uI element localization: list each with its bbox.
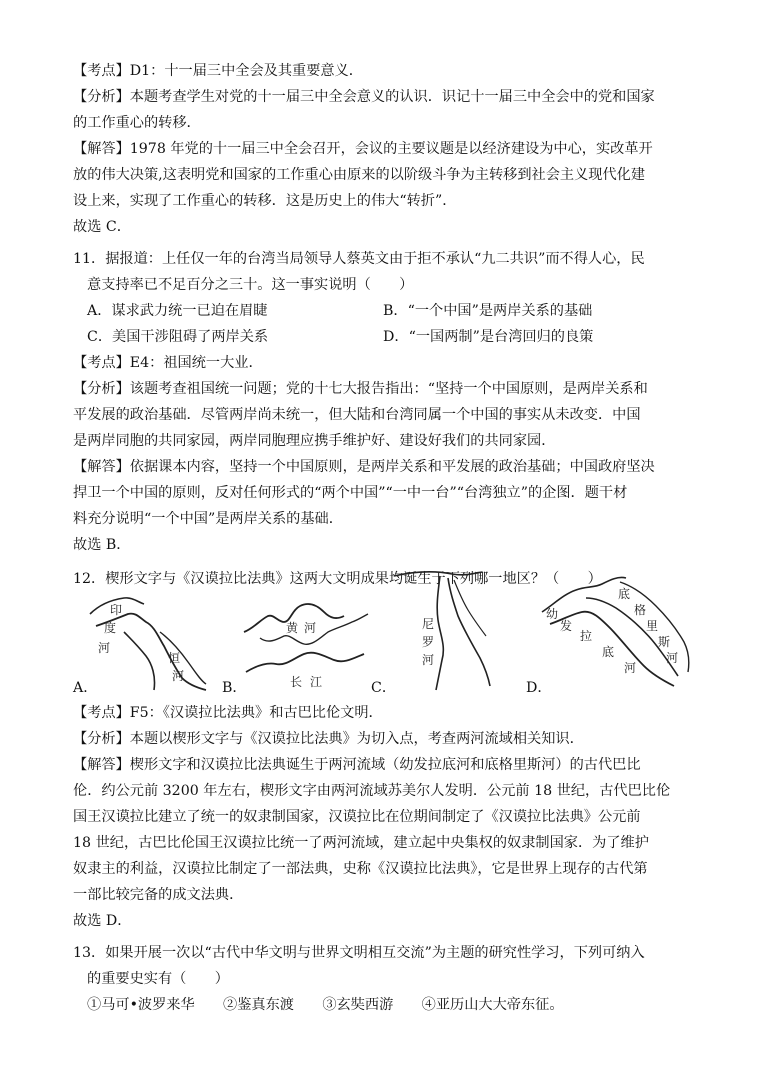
map-b-yellow-yangtze [240, 592, 370, 692]
map-b-river2-char1: 长 [290, 675, 303, 689]
q12-jieda-line5: 奴隶主的利益，汉谟拉比制定了一部法典，史称《汉谟拉比法典》，它是世界上现存的古代第 [73, 861, 648, 877]
map-c-river1-char1: 尼 [422, 617, 435, 631]
map-d-river2-char1: 底 [618, 587, 631, 601]
q11-jieda-line2: 捍卫一个中国的原则，反对任何形式的“两个中国”“一中一台”“台湾独立”的企图．题干材 [73, 485, 628, 501]
q12-jieda-line6: 一部比较完备的成文法典． [73, 887, 244, 903]
q11-fenxi-line3: 是两岸同胞的共同家园，两岸同胞理应携手维护好、建设好我们的共同家园． [73, 433, 556, 449]
map-d-river2-char5: 河 [666, 651, 679, 665]
q11-option-a: A．谋求武力统一已迫在眉睫 [87, 303, 268, 319]
q13-items: ①马可•波罗来华 ②鉴真东渡 ③玄奘西游 ④亚历山大大帝东征。 [87, 997, 564, 1013]
map-d-river1-char3: 拉 [580, 629, 593, 643]
q11-stem-line1: 11．据报道：上任仅一年的台湾当局领导人蔡英文由于拒不承认“九二共识”而不得人心，民 [73, 251, 645, 267]
q12-jieda-line2: 伦．约公元前 3200 年左右，楔形文字由两河流域苏美尔人发明．公元前 18 世纪，古代巴比伦 [73, 783, 671, 799]
q11-fenxi-line1: 【分析】该题考查祖国统一问题；党的十七大报告指出：“坚持一个中国原则，是两岸关系和 [73, 381, 648, 397]
map-a-label: A． [73, 680, 98, 696]
q10-jieda-line1: 【解答】1978 年党的十一届三中全会召开，会议的主要议题是以经济建设为中心，实改革开 [73, 141, 653, 157]
map-d-river2-char2: 格 [634, 603, 647, 617]
map-c-label: C． [371, 680, 397, 696]
q12-jieda-line1: 【解答】楔形文字和汉谟拉比法典诞生于两河流域（幼发拉底河和底格里斯河）的古代巴比 [73, 757, 641, 773]
map-a-river1-char1: 印 [110, 603, 123, 617]
q11-fenxi-line2: 平发展的政治基础．尽管两岸尚未统一，但大陆和台湾同属一个中国的事实从未改变．中国 [73, 407, 641, 423]
map-a-indus-ganges [88, 592, 208, 692]
q11-option-d: D．“一国两制”是台湾回归的良策 [383, 329, 594, 345]
map-d-river1-char2: 发 [560, 619, 573, 633]
q12-kaodian: 【考点】F5：《汉谟拉比法典》和古巴比伦文明． [73, 705, 383, 721]
map-c-nile [392, 566, 492, 692]
q11-jieda-line1: 【解答】依据课本内容，坚持一个中国原则，是两岸关系和平发展的政治基础；中国政府坚决 [73, 459, 655, 475]
map-b-river1-char2: 河 [304, 621, 317, 635]
map-d-river2-char4: 斯 [658, 635, 671, 649]
map-b-label: B． [222, 680, 247, 696]
map-d-euphrates-tigris [540, 568, 690, 690]
q10-answer: 故选 C． [73, 219, 131, 235]
q12-fenxi: 【分析】本题以楔形文字与《汉谟拉比法典》为切入点，考查两河流域相关知识． [73, 731, 584, 747]
map-a-river2-char1: 恒 [168, 651, 181, 665]
q10-jieda-line2: 放的伟大决策,这表明党和国家的工作重心由原来的以阶级斗争为主转移到社会主义现代化建 [73, 167, 646, 183]
q12-jieda-line3: 国王汉谟拉比建立了统一的奴隶制国家，汉谟拉比在位期间制定了《汉谟拉比法典》公元前 [73, 809, 641, 825]
map-c-river1-char3: 河 [422, 653, 435, 667]
map-a-river1-char2: 度 [104, 621, 117, 635]
q11-jieda-line3: 料充分说明“一个中国”是两岸关系的基础． [73, 511, 343, 527]
q11-option-c: C．美国干涉阻碍了两岸关系 [87, 329, 269, 345]
map-c-river1-char2: 罗 [422, 635, 435, 649]
q10-kaodian: 【考点】D1：十一届三中全会及其重要意义． [73, 63, 363, 79]
map-d-river1-char5: 河 [624, 661, 637, 675]
q12-jieda-line4: 18 世纪，古巴比伦国王汉谟拉比统一了两河流域，建立起中央集权的奴隶制国家．为了维护 [73, 835, 649, 851]
q11-option-b: B．“一个中国”是两岸关系的基础 [383, 303, 593, 319]
q12-stem: 12．楔形文字与《汉谟拉比法典》这两大文明成果均诞生于下列哪一地区？（ ） [73, 571, 602, 587]
map-a-river1-char3: 河 [98, 641, 111, 655]
map-b-river2-char2: 江 [310, 675, 323, 689]
q11-answer: 故选 B． [73, 537, 131, 553]
q12-answer: 故选 D． [73, 913, 132, 929]
q13-stem-line2: 的重要史实有（ ） [87, 971, 229, 987]
map-d-label: D． [526, 680, 552, 696]
map-d-river1-char4: 底 [602, 645, 615, 659]
q10-jieda-line3: 设上来，实现了工作重心的转移．这是历史上的伟大“转折”． [73, 193, 457, 209]
q13-stem-line1: 13．如果开展一次以“古代中华文明与世界文明相互交流”为主题的研究性学习，下列可纳入 [73, 945, 645, 961]
map-d-river1-char1: 幼 [546, 607, 559, 621]
q11-stem-line2: 意支持率已不足百分之三十。这一事实说明（ ） [87, 277, 414, 293]
q10-fenxi-line2: 的工作重心的转移． [73, 115, 201, 131]
map-a-river2-char2: 河 [172, 669, 185, 683]
map-d-river2-char3: 里 [646, 619, 659, 633]
q10-fenxi-line1: 【分析】本题考查学生对党的十一届三中全会意义的认识．识记十一届三中全会中的党和国家 [73, 89, 655, 105]
map-b-river1-char1: 黄 [286, 621, 299, 635]
q11-kaodian: 【考点】E4：祖国统一大业． [73, 355, 263, 371]
